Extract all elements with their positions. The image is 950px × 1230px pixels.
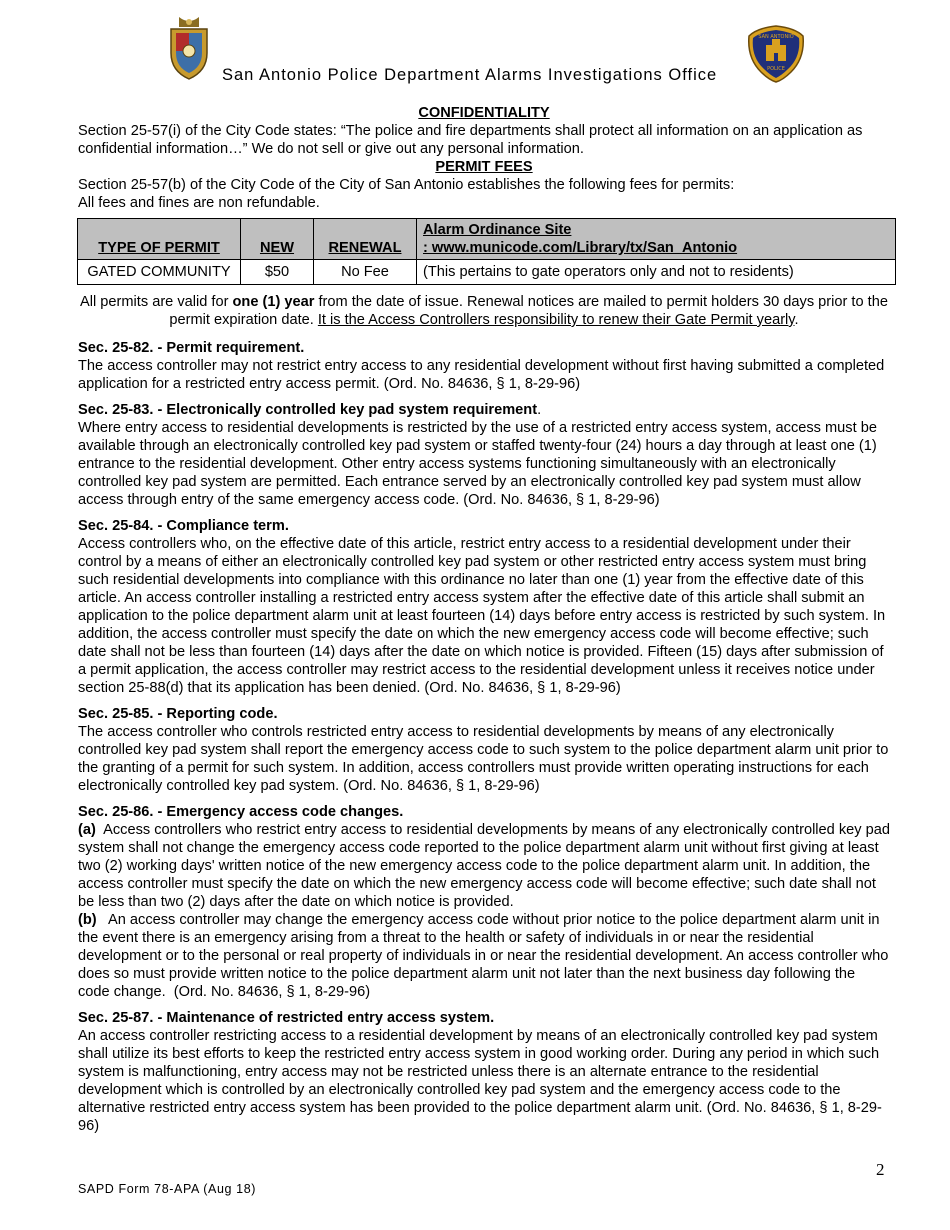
section-title: Sec. 25-86. - Emergency access code changes.	[78, 804, 404, 820]
section-25-82	[78, 339, 890, 393]
permit-fees-table	[77, 218, 896, 285]
col-ordinance-site	[417, 219, 896, 260]
section-25-87	[78, 1009, 890, 1135]
city-seal-icon	[163, 15, 215, 81]
confidentiality-heading: CONFIDENTIALITY	[418, 105, 550, 121]
subsection-a	[78, 821, 895, 911]
cell-renewal: No Fee	[314, 260, 417, 285]
section-body: Where entry access to residential developments is restricted by the use of a restricted entry access system, access must be available through an electronically controlled key pad system or staffed twenty-four (24) hours a day through at least one (1) entrance to the residential development. Other entry access systems functioning simultaneously with an electronically controlled key pad system are permitted. Each entrance served by an electronically controlled key pad system must allow access through entry of the same emergency access code. (Ord. No. 84636, § 1, 8-29-96)	[78, 420, 877, 508]
validity-notice	[78, 293, 890, 329]
validity-text-2: from the date of issue. Renewal notices are mailed to permit holders 30 days prior to the permit expiration date.	[169, 294, 888, 328]
validity-text-1: All permits are valid for	[80, 294, 233, 310]
validity-bold: one (1) year	[232, 294, 315, 310]
ordinance-site-link[interactable]: : www.municode.com/Library/tx/San_Antonio	[423, 240, 738, 256]
subsection-b	[78, 911, 893, 1001]
permit-fees-text: Section 25-57(b) of the City Code of the City of San Antonio establishes the following fees for permits:	[78, 177, 735, 193]
cell-new: $50	[241, 260, 314, 285]
cell-type: GATED COMMUNITY	[78, 260, 241, 285]
section-25-85	[78, 705, 890, 795]
section-title: Sec. 25-87. - Maintenance of restricted entry access system.	[78, 1010, 495, 1026]
section-title: Sec. 25-84. - Compliance term.	[78, 518, 289, 534]
subsection-a-body: Access controllers who restrict entry access to residential developments by means of any electronically controlled key pad system shall not change the emergency access code reported to the police department alarm unit without first giving at least two (2) working days' written notice of the new emergency access code to the police department alarm unit. In addition, the access controller must specify the date on which the new emergency access code will become effective; such date shall not be less than two (2) days after the date on which notice is provided.	[78, 822, 895, 910]
ordinance-site-label: Alarm Ordinance Site	[423, 222, 572, 238]
validity-end: .	[794, 312, 799, 328]
police-badge-icon	[745, 24, 807, 84]
page-number: 2	[876, 1160, 885, 1179]
document-body	[78, 104, 895, 1143]
section-25-86	[78, 803, 895, 1001]
col-type-of-permit: TYPE OF PERMIT	[78, 219, 241, 260]
page-header	[0, 0, 950, 95]
validity-underlined: It is the Access Controllers responsibility to renew their Gate Permit yearly	[317, 312, 795, 328]
section-title: Sec. 25-83. - Electronically controlled key pad system requirement	[78, 402, 538, 418]
confidentiality-text: Section 25-57(i) of the City Code states: “The police and fire departments shall protect all information on an application as confidential information…” We do not sell or give out any personal information.	[78, 123, 863, 157]
section-body: The access controller may not restrict entry access to any residential development without first having submitted a completed application for a restricted entry access permit. (Ord. No. 84636, § 1, 8-29-96)	[78, 358, 885, 392]
section-title: Sec. 25-85. - Reporting code.	[78, 706, 278, 722]
subsection-b-body: An access controller may change the emergency access code without prior notice to the police department alarm unit in the event there is an emergency arising from a threat to the health or safety of individuals in or near the residential development or to the personal or real property of individuals in or near the residential development. An access controller who does so must provide written notice to the police department alarm unit not later than the next business day following the code change. (Ord. No. 84636, § 1, 8-29-96)	[78, 912, 893, 1000]
header-title: San Antonio Police Department Alarms Investigations Office	[222, 66, 718, 84]
table-row	[78, 260, 896, 285]
section-25-83	[78, 401, 890, 509]
section-25-84	[78, 517, 890, 697]
section-title: Sec. 25-82. - Permit requirement.	[78, 340, 305, 356]
section-title-period: .	[537, 402, 542, 418]
cell-note: (This pertains to gate operators only and not to residents)	[417, 260, 896, 285]
section-body: The access controller who controls restricted entry access to residential developments by means of any electronically controlled key pad system shall report the emergency access code to such system to the police department alarm unit prior to the granting of a permit for such system. In addition, access controllers must provide written operating instructions for each electronically controlled key pad system. (Ord. No. 84636, § 1, 8-29-96)	[78, 724, 889, 794]
subsection-b-label: (b)	[78, 912, 97, 928]
form-footer: SAPD Form 78-APA (Aug 18)	[78, 1182, 257, 1196]
badge-top-text: SAN ANTONIO	[758, 34, 794, 40]
table-header-row	[78, 219, 896, 260]
col-new: NEW	[241, 219, 314, 260]
section-body: Access controllers who, on the effective date of this article, restrict entry access to a residential development under their control by a means of either an electronically controlled key pad system or other restricted entry access system must bring such residential developments into compliance with this ordinance no later than one (1) year from the effective date of this article. An access controller installing a restricted entry access system after the effective date of this article shall submit an application to the police department alarm unit at least fourteen (14) days before entry access is restricted by such system. In addition, the access controller must specify the date on which the new emergency access code will become effective; such date shall not be less than fourteen (14) days after the date on which notice is provided. Fifteen (15) days after submission of a permit application, the access controller may restrict access to the residential development unless it receives notice under section 25-88(d) that its application has been denied. (Ord. No. 84636, § 1, 8-29-96)	[78, 536, 886, 696]
section-body: An access controller restricting access to a residential development by means of an electronically controlled key pad system shall utilize its best efforts to keep the restricted entry access system in good working order. During any period in which such system is malfunctioning, entry access may not be restricted unless there is an alternate entrance to the residential development which is controlled by an electronically controlled key pad system and the emergency access code to the alternative restricted entry access system has been provided to the police department alarm unit. (Ord. No. 84636, § 1, 8-29-96)	[78, 1028, 882, 1134]
section-title-wrap	[78, 401, 890, 419]
permit-fees-heading: PERMIT FEES	[435, 159, 533, 175]
col-renewal: RENEWAL	[314, 219, 417, 260]
badge-bottom-text: POLICE	[767, 66, 785, 72]
fees-nonrefundable-text: All fees and fines are non refundable.	[78, 195, 320, 211]
subsection-a-label: (a)	[78, 822, 96, 838]
